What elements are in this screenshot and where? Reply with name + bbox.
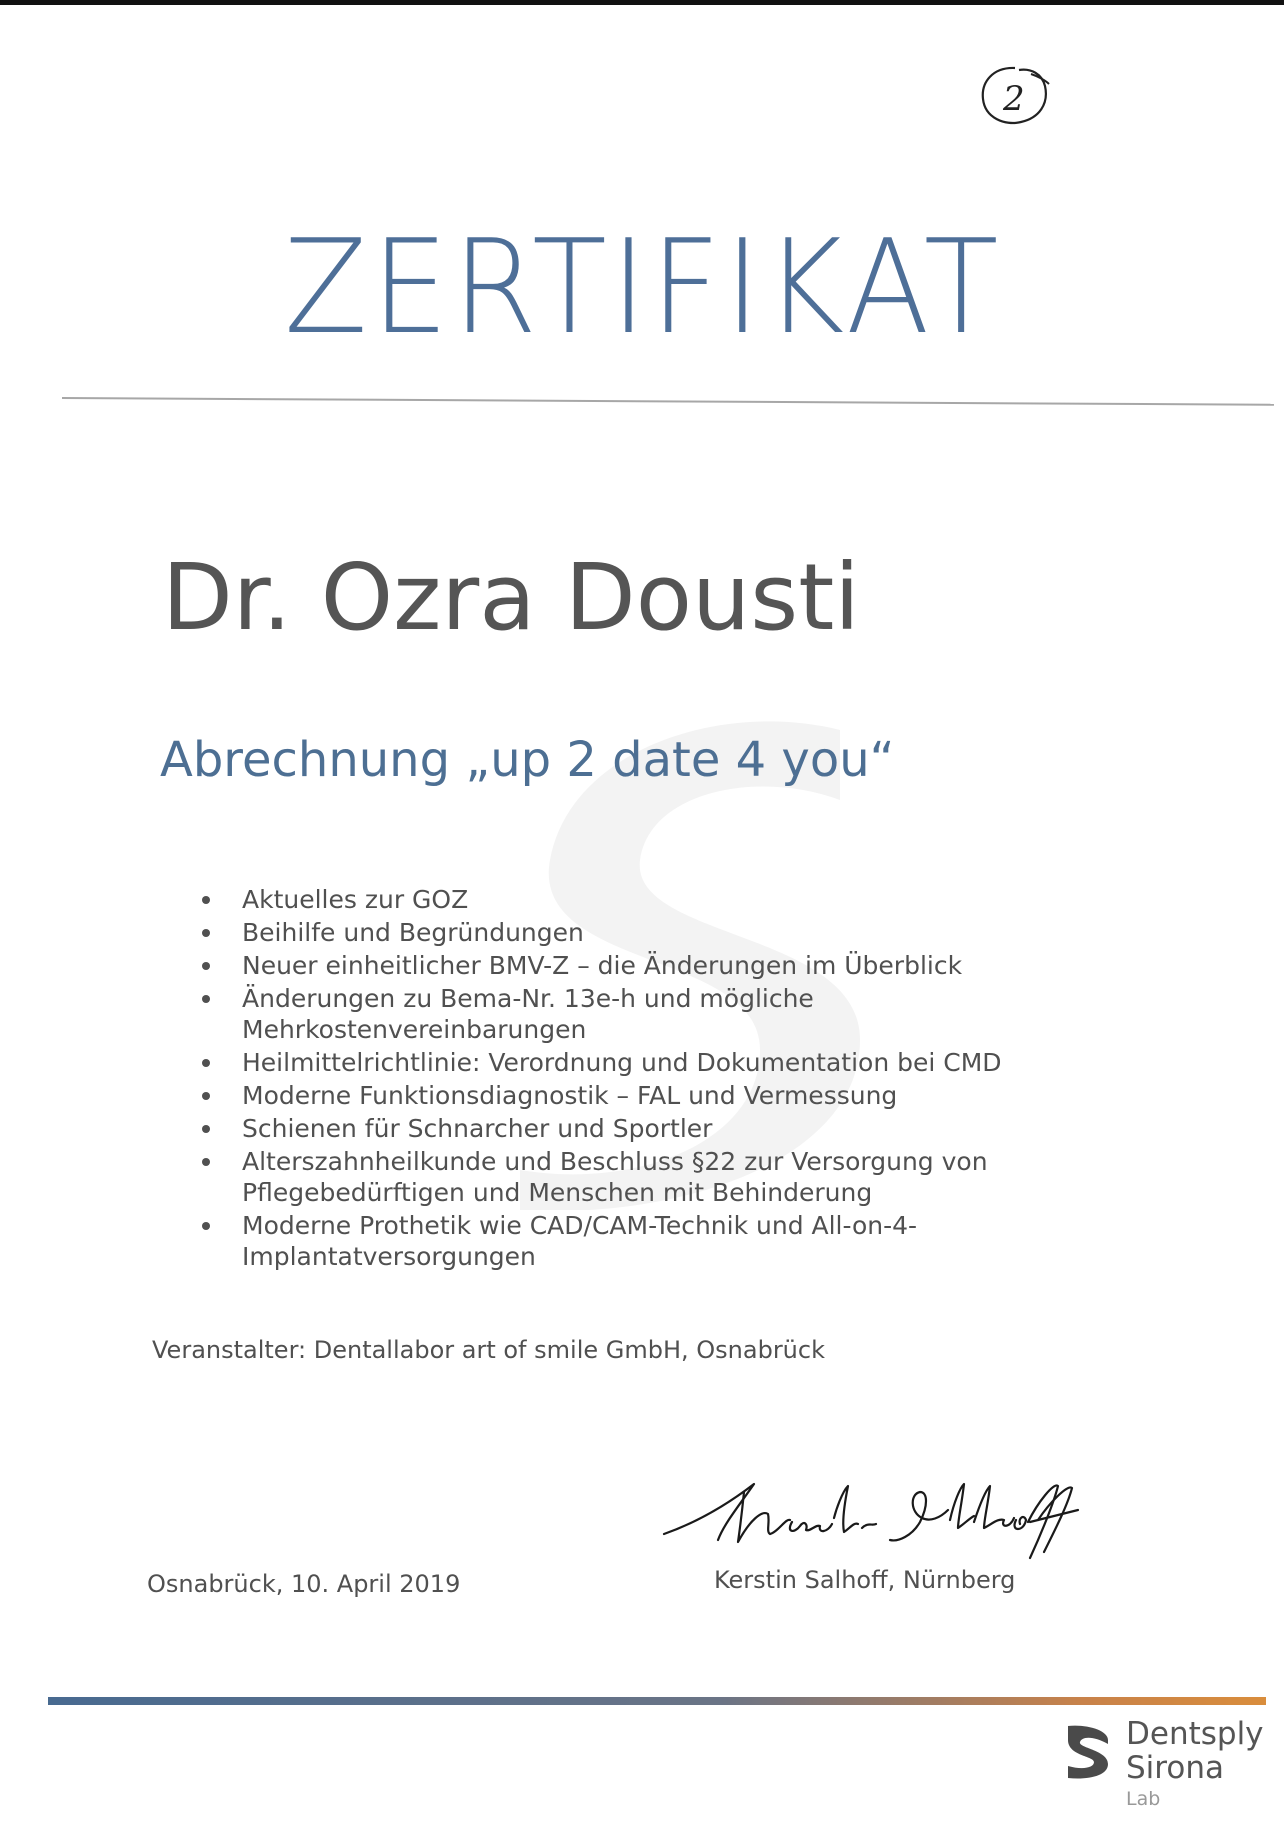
- topic-text: Aktuelles zur GOZ: [242, 885, 469, 914]
- bullet-icon: [202, 896, 210, 904]
- recipient-name: Dr. Ozra Dousti: [162, 544, 860, 651]
- scan-top-edge: [0, 0, 1284, 5]
- topic-text: Änderungen zu Bema-Nr. 13e-h und mögliche Mehrkostenvereinbarungen: [242, 984, 814, 1044]
- topic-text: Beihilfe und Begründungen: [242, 918, 584, 947]
- topic-item: [200, 1080, 1080, 1111]
- place-date: Osnabrück, 10. April 2019: [147, 1570, 461, 1598]
- handwritten-signature: [658, 1462, 1088, 1562]
- bullet-icon: [202, 1059, 210, 1067]
- brand-line1: Dentsply: [1126, 1716, 1264, 1752]
- organizer-line: Veranstalter: Dentallabor art of smile GmbH, Osnabrück: [152, 1336, 825, 1364]
- topic-list: [200, 884, 1080, 1274]
- bullet-icon: [202, 929, 210, 937]
- topic-item: [200, 950, 1080, 981]
- brand-name: [1126, 1717, 1264, 1785]
- topic-text: Alterszahnheilkunde und Beschluss §22 zur Versorgung von Pflegebedürftigen und Menschen mit Behinderung: [242, 1147, 988, 1207]
- topic-text: Heilmittelrichtlinie: Verordnung und Dokumentation bei CMD: [242, 1048, 1002, 1077]
- topic-item: [200, 884, 1080, 915]
- bullet-icon: [202, 1222, 210, 1230]
- topic-item: [200, 1047, 1080, 1078]
- bullet-icon: [202, 1092, 210, 1100]
- topic-text: Neuer einheitlicher BMV-Z – die Änderungen im Überblick: [242, 951, 963, 980]
- topic-text: Schienen für Schnarcher und Sportler: [242, 1114, 713, 1143]
- topic-item: [200, 1146, 1080, 1208]
- certificate-title: ZERTIFIKAT: [283, 211, 1003, 363]
- course-title: Abrechnung „up 2 date 4 you“: [160, 732, 895, 788]
- topic-item: [200, 983, 1080, 1045]
- topic-item: [200, 1113, 1080, 1144]
- dentsply-sirona-logo-icon: [1064, 1722, 1112, 1782]
- bullet-icon: [202, 1158, 210, 1166]
- topic-text: Moderne Prothetik wie CAD/CAM-Technik und All-on-4-Implantatversorgungen: [242, 1211, 918, 1271]
- topic-item: [200, 1210, 1080, 1272]
- bullet-icon: [202, 995, 210, 1003]
- brand-line2: Sirona: [1126, 1750, 1224, 1786]
- title-divider: [62, 397, 1274, 406]
- topic-text: Moderne Funktionsdiagnostik – FAL und Vermessung: [242, 1081, 898, 1110]
- footer-gradient-bar: [48, 1697, 1266, 1705]
- svg-text:2: 2: [1003, 79, 1025, 119]
- brand-sub: Lab: [1126, 1788, 1161, 1810]
- bullet-icon: [202, 1125, 210, 1133]
- topic-item: [200, 917, 1080, 948]
- page-number-mark: [975, 62, 1053, 130]
- bullet-icon: [202, 962, 210, 970]
- signer-name: Kerstin Salhoff, Nürnberg: [714, 1566, 1016, 1594]
